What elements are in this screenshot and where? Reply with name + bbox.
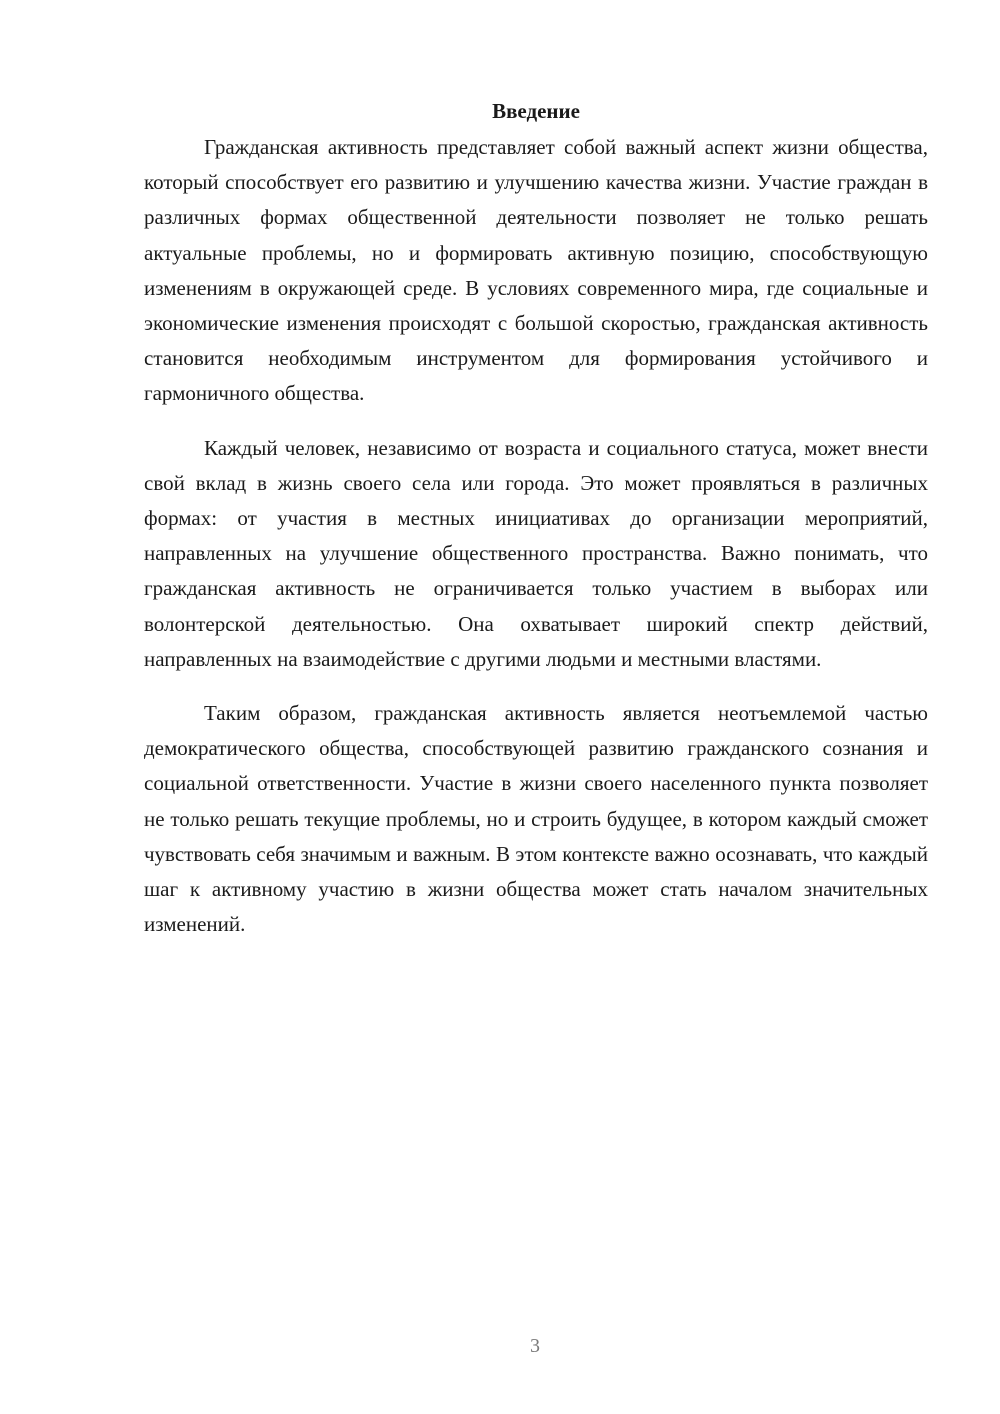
paragraph-3: Таким образом, гражданская активность является неотъемлемой частью демократического общества, способствующей развитию гражданского сознания и социальной ответственности. Участие в жизни своего населенного пункта позволяет не только решать текущие проблемы, но и строить будущее, в котором каждый сможет чувствовать себя значимым и важным. В этом контексте важно осознавать, что каждый шаг к активному участию в жизни общества может стать началом значительных изменений. [144,701,928,937]
paragraph-2: Каждый человек, независимо от возраста и социального статуса, может внести свой вклад в жизнь своего села или города. Это может проявляться в различных формах: от участия в местных инициативах до организации мероприятий, направленных на улучшение общественного пространства. Важно понимать, что гражданская активность не ограничивается только участием в выборах или волонтерской деятельностью. Она охватывает широкий спектр действий, направленных на взаимодействие с другими людьми и местными властями. [144,435,928,671]
paragraph-1: Гражданская активность представляет собой важный аспект жизни общества, который способствует его развитию и улучшению качества жизни. Участие граждан в различных формах общественной деятельности позволяет не только решать актуальные проблемы, но и формировать активную позицию, способствующую изменениям в окружающей среде. В условиях современного мира, где социальные и экономические изменения происходят с большой скоростью, гражданская активность становится необходимым инструментом для формирования устойчивого и гармоничного общества. [144,135,928,406]
page-content [144,96,928,961]
section-title: Введение [492,99,580,123]
page-number: 3 [530,1335,540,1357]
